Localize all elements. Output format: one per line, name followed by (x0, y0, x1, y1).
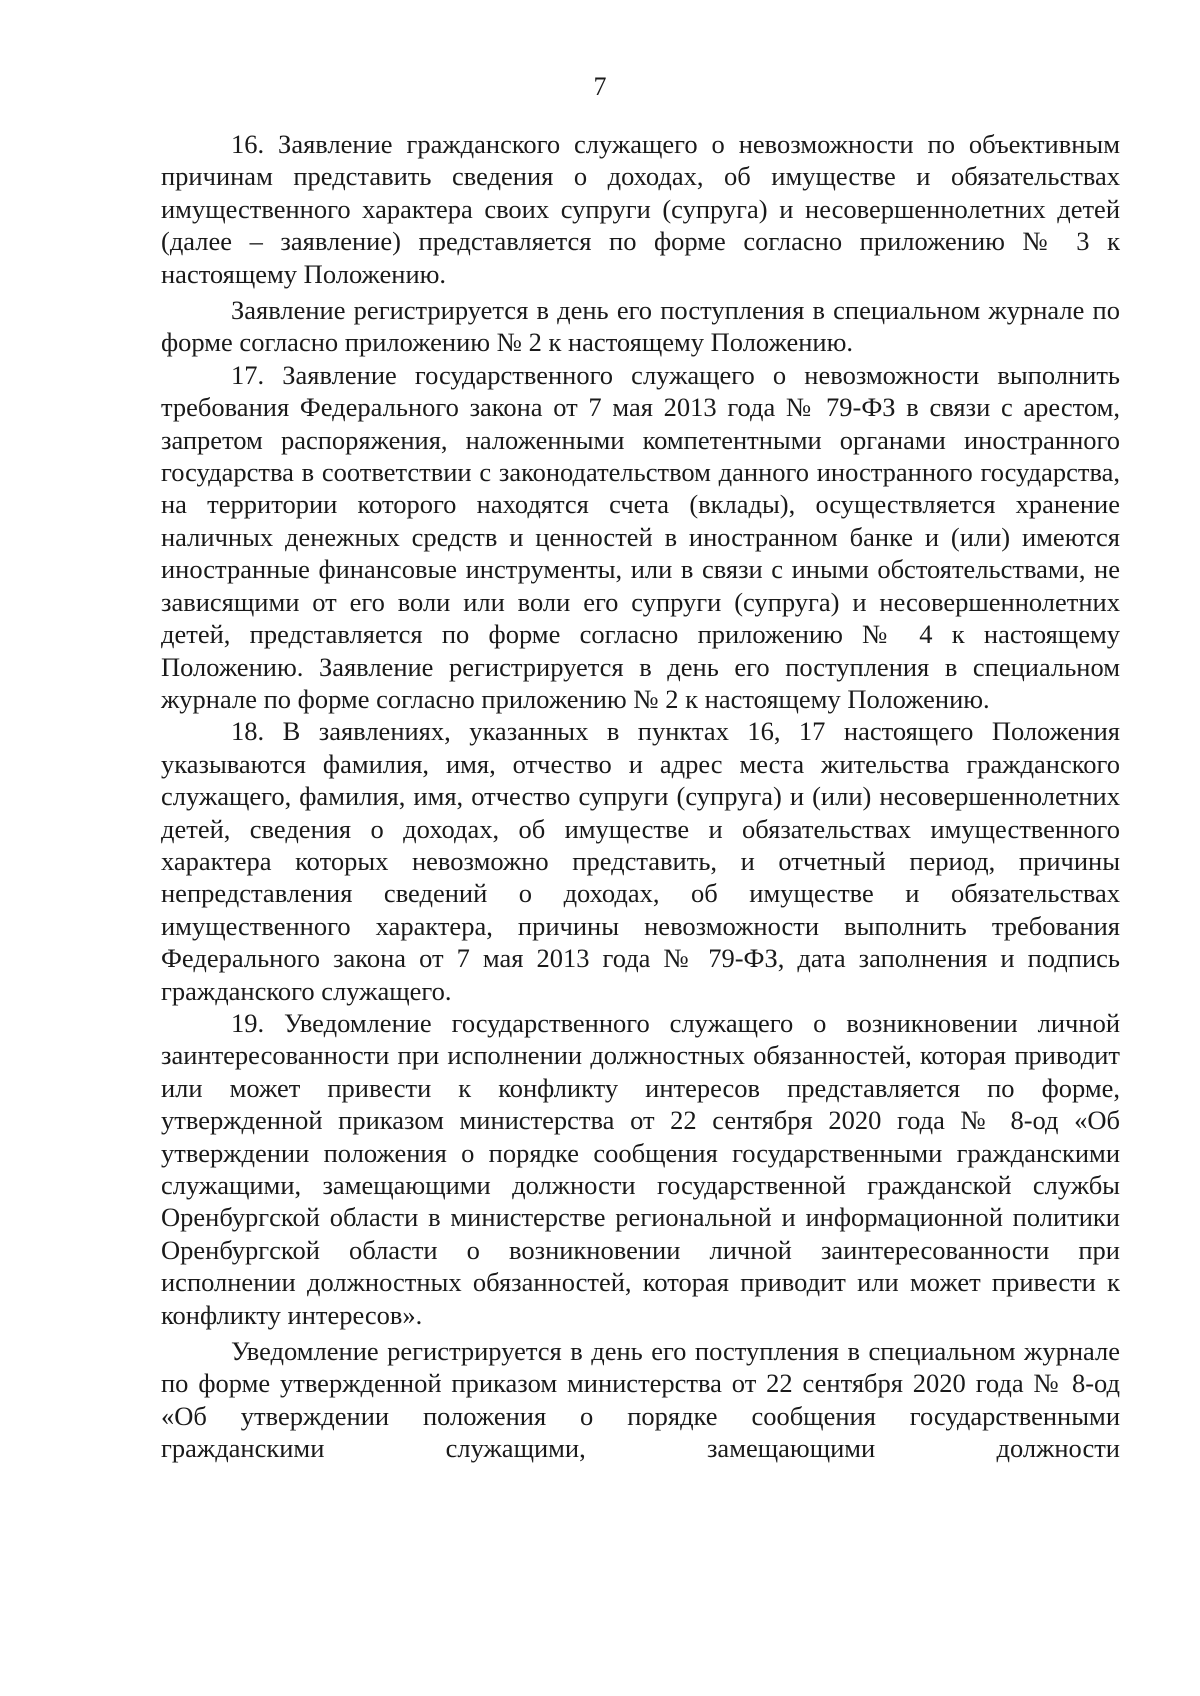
paragraph-18: 18. В заявлениях, указанных в пунктах 16, 17 настоящего Положения указываются фамилия, имя, отчество и адрес места жительства гражданского служащего, фамилия, имя, отчество супруги (супруга) и (или) несовершеннолетних детей, сведения о доходах, об имуществе и обязательствах имущественного характера которых невозможно представить, и отчетный период, причины непредставления сведений о доходах, об имуществе и обязательствах имущественного характера, причины невозможности выполнить требования Федерального закона от 7 мая 2013 года № 79-ФЗ, дата заполнения и подпись гражданского служащего. (161, 716, 1120, 1006)
page-number: 7 (593, 72, 607, 101)
document-body (161, 128, 1120, 1465)
paragraph-19: 19. Уведомление государственного служащего о возникновении личной заинтересованности при исполнении должностных обязанностей, которая приводит или может привести к конфликту интересов представляется по форме, утвержденной приказом министерства от 22 сентября 2020 года № 8-од «Об утверждении положения о порядке сообщения государственными гражданскими служащими, замещающими должности государственной гражданской службы Оренбургской области в министерстве региональной и информационной политики Оренбургской области о возникновении личной заинтересованности при исполнении должностных обязанностей, которая приводит или может привести к конфликту интересов». (161, 1007, 1120, 1330)
paragraph-19-registration: Уведомление регистрируется в день его поступления в специальном журнале по форме утвержденной приказом министерства от 22 сентября 2020 года № 8-од «Об утверждении положения о порядке сообщения государственными гражданскими служащими, замещающими должности (161, 1336, 1120, 1464)
paragraph-17: 17. Заявление государственного служащего о невозможности выполнить требования Федерального закона от 7 мая 2013 года № 79-ФЗ в связи с арестом, запретом распоряжения, наложенными компетентными органами иностранного государства в соответствии с законодательством данного иностранного государства, на территории которого находятся счета (вклады), осуществляется хранение наличных денежных средств и ценностей в иностранном банке и (или) имеются иностранные финансовые инструменты, или в связи с иными обстоятельствами, не зависящими от его воли или воли его супруги (супруга) и несовершеннолетних детей, представляется по форме согласно приложению № 4 к настоящему Положению. Заявление регистрируется в день его поступления в специальном журнале по форме согласно приложению № 2 к настоящему Положению. (161, 359, 1120, 714)
paragraph-16-registration: Заявление регистрируется в день его поступления в специальном журнале по форме согласно приложению № 2 к настоящему Положению. (161, 295, 1120, 358)
paragraph-16: 16. Заявление гражданского служащего о невозможности по объективным причинам представить сведения о доходах, об имуществе и обязательствах имущественного характера своих супруги (супруга) и несовершеннолетних детей (далее – заявление) представляется по форме согласно приложению № 3 к настоящему Положению. (161, 129, 1120, 289)
